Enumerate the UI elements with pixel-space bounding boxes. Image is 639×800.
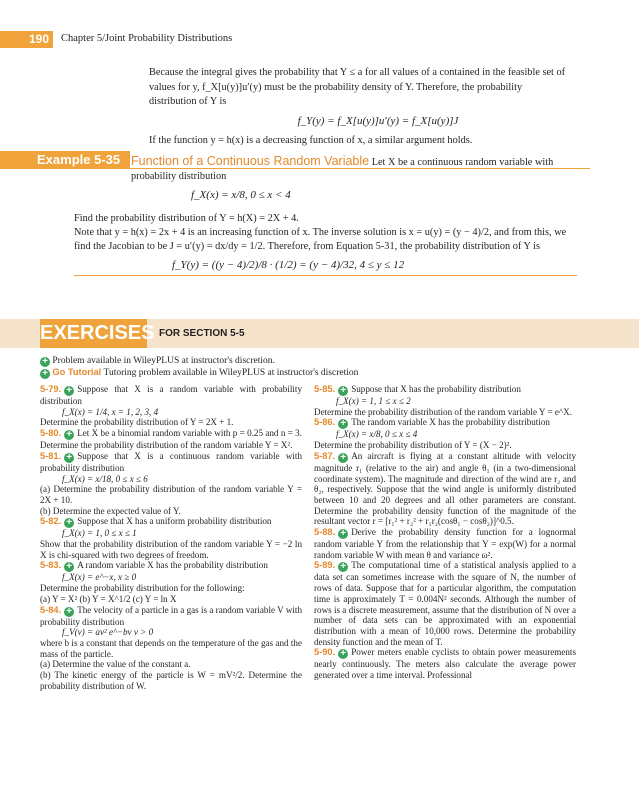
exercise-text: A random variable X has the probability distribution — [77, 560, 268, 571]
legend-text-2: Tutoring problem available in WileyPLUS at instructor's discretion — [103, 368, 359, 378]
plus-icon: + — [64, 386, 74, 396]
plus-icon: + — [338, 386, 348, 396]
exercise-text: Determine the probability distribution of the random variable Y = e^X. — [314, 406, 572, 417]
exercise-text: An aircraft is flying at a constant altitude with velocity magnitude r₁ (relative to the air) and angle θ₁ (in a two-dimensional coordinate system). The magnitude and direction of the wind are r₂ and θ₂, respectively. Suppose that the wind angle is uniformly distributed between 10 and 20 degrees and all other parameters are constant. Determine the probability density function of the magnitude of the resultant vector r = [r₁² + r₂² + r₁r₂(cosθ₁ − cosθ₂)]^0.5. — [314, 450, 576, 527]
plus-icon: + — [40, 357, 50, 367]
intro-equation: f_Y(y) = f_X[u(y)]u′(y) = f_X[u(y)]J — [297, 114, 459, 127]
exercise-line — [314, 407, 576, 418]
exercise-item — [40, 428, 302, 451]
example-heading — [131, 154, 571, 202]
exercise-item — [314, 384, 576, 396]
exercise-line: f_V(v) = av² e^−bv v > 0 — [62, 627, 154, 638]
exercise-number: 5-90. — [314, 647, 336, 658]
exercise-line: f_X(x) = 1, 0 ≤ x ≤ 1 — [62, 528, 137, 539]
example-lead: Let X be a continuous random variable with probability distribution — [131, 157, 554, 182]
exercise-number: 5-87. — [314, 450, 336, 461]
exercise-number: 5-84. — [40, 604, 62, 615]
exercise-number: 5-80. — [40, 428, 62, 439]
exercise-text: Suppose that X has a uniform probability distribution — [77, 516, 272, 527]
example-paragraph-1: Find the probability distribution of Y = h(X) = 2X + 4. — [74, 213, 299, 224]
exercise-number: 5-85. — [314, 384, 336, 394]
plus-icon: + — [64, 430, 74, 440]
exercise-text: The random variable X has the probability distribution — [351, 417, 550, 428]
exercise-item — [40, 384, 302, 407]
legend-line-2 — [40, 367, 358, 379]
example-paragraph-2: Note that y = h(x) = 2x + 4 is an increasing function of x. The inverse solution is x = u(y) = (y − 4)/2, and from this, we find the Jacobian to be J = u′(y) = dx/dy = 1/2. Therefore, from Equation 5-31, the probability distribution of Y is — [74, 227, 567, 252]
exercise-text: Power meters enable cyclists to obtain power measurements nearly continuously. The meters also calculate the average power generated over a time interval. Professional — [314, 647, 576, 681]
exercise-line — [40, 484, 302, 505]
plus-icon: + — [64, 453, 74, 463]
exercises-legend — [40, 356, 358, 379]
plus-icon: + — [338, 453, 348, 463]
exercise-line: f_X(x) = 1/4, x = 1, 2, 3, 4 — [62, 406, 159, 417]
plus-icon: + — [64, 562, 74, 572]
plus-icon: + — [338, 419, 348, 429]
exercise-line: f_X(x) = 1, 1 ≤ x ≤ 2 — [336, 396, 411, 406]
exercise-item — [40, 605, 302, 628]
go-tutorial-label: Go Tutorial — [52, 367, 102, 377]
exercise-line — [40, 417, 302, 428]
exercise-text: Suppose that X is a random variable with probability distribution — [40, 384, 302, 406]
exercise-item — [314, 560, 576, 647]
exercise-number: 5-89. — [314, 560, 336, 571]
exercise-item — [314, 451, 576, 527]
exercise-line: f_X(x) = x/8, 0 ≤ x ≤ 4 — [336, 429, 418, 440]
exercise-text: (b) Determine the expected value of Y. — [40, 505, 181, 516]
exercise-line — [40, 670, 302, 691]
intro-text — [149, 66, 567, 149]
exercise-text: (b) The kinetic energy of the particle is W = mV²/2. Determine the probability distribution of W. — [40, 670, 302, 691]
exercise-number: 5-83. — [40, 560, 62, 571]
exercise-item — [314, 647, 576, 680]
plus-icon: + — [64, 518, 74, 528]
plus-icon: + — [338, 529, 348, 539]
exercise-text: where b is a constant that depends on the temperature of the gas and the mass of the particle. — [40, 637, 302, 659]
exercise-text: (a) Determine the probability distribution of the random variable Y = 2X + 10. — [40, 484, 302, 505]
plus-icon: + — [338, 649, 348, 659]
exercise-number: 5-81. — [40, 450, 62, 461]
exercise-number: 5-88. — [314, 527, 336, 538]
example-equation-2: f_Y(y) = ((y − 4)/2)/8 · (1/2) = (y − 4)/32, 4 ≤ y ≤ 12 — [172, 259, 405, 271]
exercise-text: Determine the probability distribution for the following: — [40, 583, 245, 594]
exercise-text: Determine the probability distribution of Y = (X − 2)². — [314, 440, 512, 451]
plus-icon: + — [40, 369, 50, 379]
exercise-text: Derive the probability density function for a lognormal random variable Y from the relationship that Y = exp(W) for a normal random variable W with mean θ and variance ω². — [314, 527, 576, 560]
exercise-text: (a) Y = X² (b) Y = X^1/2 (c) Y = ln X — [40, 593, 177, 604]
exercise-line — [40, 659, 302, 670]
example-label: Example 5-35 — [0, 151, 130, 169]
left-column — [40, 384, 302, 691]
exercise-text: Let X be a binomial random variable with p = 0.25 and n = 3. Determine the probability distribution of the random variable Y = X². — [40, 428, 302, 451]
exercise-text: The computational time of a statistical analysis applied to a data set can sometimes increase with the square of N, the number of rows of data. Suppose that for a particular algorithm, the computation time is approximately T = 0.004N² seconds. Although the number of rows is a discrete measurement, assume that the distribution of N over a number of data sets can be approximated with an exponential distribution with a mean of 10,000 rows. Determine the probability density function and the mean of T. — [314, 560, 576, 647]
legend-text-1: Problem available in WileyPLUS at instructor's discretion. — [52, 356, 275, 366]
exercise-number: 5-86. — [314, 417, 336, 428]
exercise-line — [314, 440, 576, 451]
exercise-text: Show that the probability distribution of the random variable Y = −2 ln X is chi-squared with two degrees of freedom. — [40, 539, 302, 560]
right-column — [314, 384, 576, 681]
exercises-heading: EXERCISES — [40, 319, 147, 348]
exercise-line: f_X(x) = e^−x, x ≥ 0 — [62, 572, 137, 583]
example-title: Function of a Continuous Random Variable — [131, 154, 370, 168]
exercise-number: 5-82. — [40, 516, 62, 527]
exercise-text: Suppose that X is a continuous random variable with probability distribution — [40, 450, 302, 473]
exercise-line — [40, 594, 302, 605]
exercises-section: FOR SECTION 5-5 — [159, 328, 245, 339]
exercise-item — [40, 516, 302, 528]
exercise-line — [40, 539, 302, 560]
exercise-line — [40, 506, 302, 517]
intro-paragraph-2: If the function y = h(x) is a decreasing function of x, a similar argument holds. — [149, 135, 473, 146]
exercise-item — [40, 560, 302, 572]
exercise-item — [314, 417, 576, 429]
example-bottom-rule — [74, 275, 577, 276]
page-number: 190 — [0, 31, 53, 48]
exercise-item — [314, 527, 576, 560]
legend-line-1 — [40, 356, 358, 367]
example-body — [74, 212, 574, 272]
chapter-title: Chapter 5/Joint Probability Distributions — [61, 33, 233, 44]
example-equation-1: f_X(x) = x/8, 0 ≤ x < 4 — [191, 189, 291, 201]
exercise-text: The velocity of a particle in a gas is a random variable V with probability distribution — [40, 604, 302, 627]
intro-paragraph: Because the integral gives the probability that Y ≤ a for all values of a contained in the feasible set of values for y, f_X[u(y)]u′(y) must be the probability density of Y. Therefore, the probability distribution of Y is — [149, 67, 566, 107]
exercise-line: f_X(x) = x/18, 0 ≤ x ≤ 6 — [62, 473, 148, 484]
exercise-number: 5-79. — [40, 384, 62, 394]
plus-icon: + — [338, 562, 348, 572]
exercise-text: (a) Determine the value of the constant a. — [40, 659, 191, 670]
exercise-line — [40, 583, 302, 594]
plus-icon: + — [64, 607, 74, 617]
exercise-item — [40, 451, 302, 474]
exercise-text: Determine the probability distribution of Y = 2X + 1. — [40, 417, 234, 428]
exercise-text: Suppose that X has the probability distribution — [351, 384, 521, 394]
exercise-line — [40, 638, 302, 659]
